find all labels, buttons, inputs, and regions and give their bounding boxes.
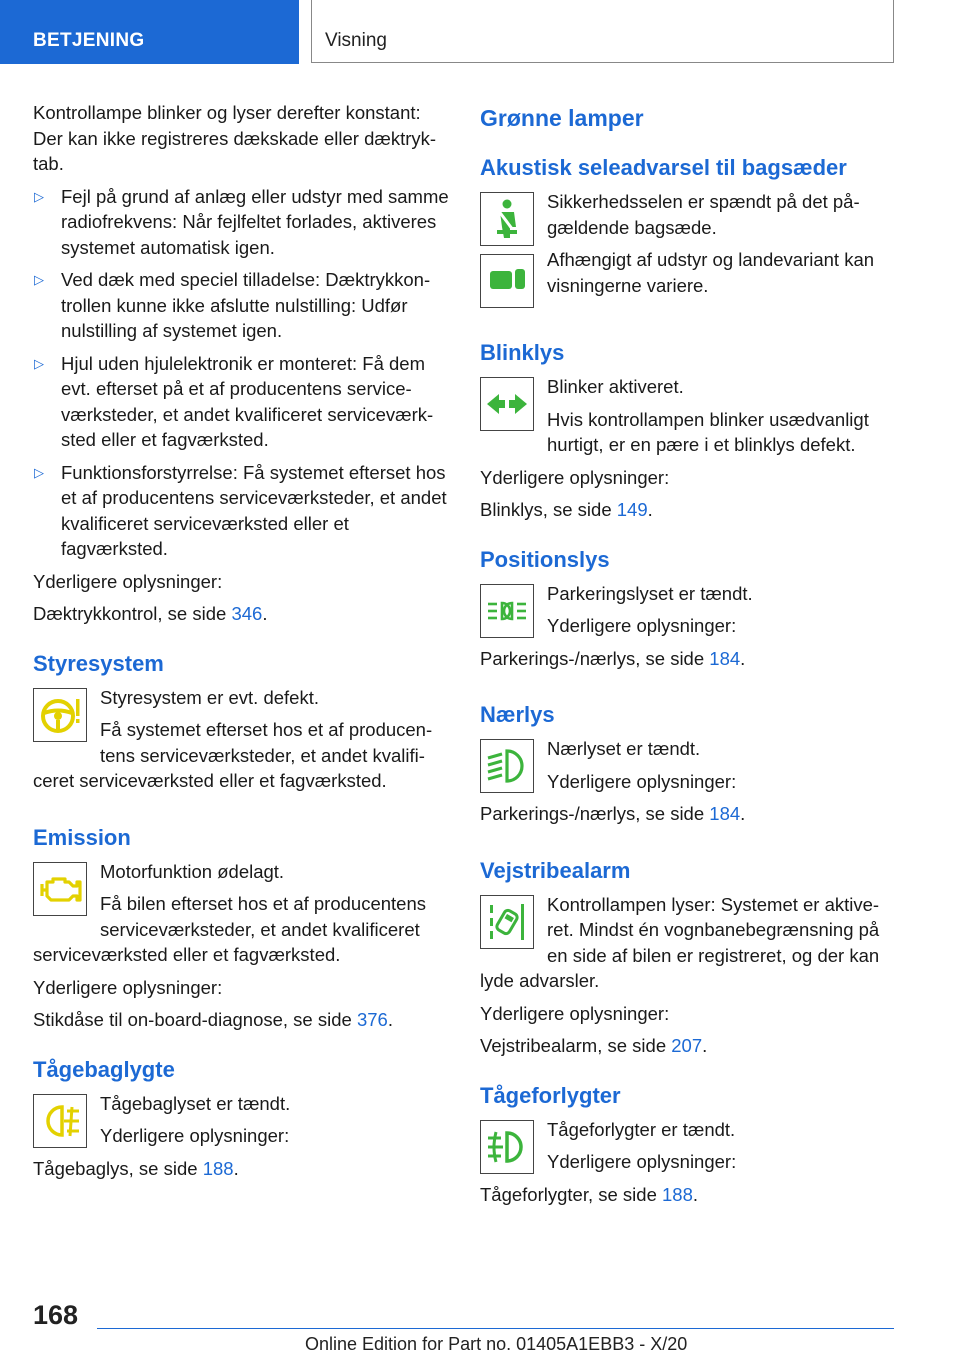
- triangle-bullet-icon: ▷: [34, 355, 44, 371]
- triangle-bullet-icon: ▷: [34, 464, 44, 480]
- rear-fog-light-icon: [33, 1094, 87, 1148]
- rear-seat-status-icon: [480, 254, 534, 308]
- page-link[interactable]: 346: [231, 603, 263, 624]
- page-number: 168: [33, 1300, 79, 1330]
- bullet-item: ▷ Funktionsforstyrrelse: Få systemet efterset hos et af producentens serviceværksteder, et andet kvalificeret serviceværksted eller et fagværksted.: [34, 461, 447, 559]
- header-subsection-box: [311, 0, 894, 63]
- footer-divider: [97, 1328, 894, 1329]
- ref-rear-fog: Tågebaglys, se side 188.: [33, 1157, 239, 1179]
- heading-green-lamps: Grønne lamper: [480, 105, 644, 131]
- right-column: Grønne lamper Akustisk seleadvarsel til bagsæder Sikkerhedsselen er spændt på det på-gældende bagsæde. Afhængigt af udstyr og landevariant kan visningerne variere. Blinklys Blinker aktiveret. Hvis kontrollampen blinker usædvanligt hurtigt, er en pære i et blinklys defekt. Yderligere oplysninger: Blinklys, se side 149. Positionslys Parkeringslyset er tændt. Yderligere oplysninger: Parkerings-/nærlys, se side 184. Nærlys Nærlyset er tændt. Yderligere oplysninger: Parkerings-/nærlys, se side 184. Vejstribealarm Kontrollampen lyser: Systemet er aktive-ret. Mindst én vognbanebegrænsning på en side af bilen er registreret, og der kan lyde advarsler. Yderligere oplysninger: Vejstribealarm, se side 207. Tågeforlygter Tågeforlygter er tændt. Yderligere oplysninger: Tågeforlygter, se side 188.: [480, 100, 896, 1214]
- page-link[interactable]: 188: [662, 1183, 693, 1205]
- heading-front-fog: Tågeforlygter: [480, 1082, 621, 1108]
- heading-low-beam: Nærlys: [480, 702, 555, 727]
- engine-icon: [33, 862, 87, 916]
- page-link[interactable]: 149: [616, 499, 648, 520]
- bullet-item: ▷ Hjul uden hjulelektronik er monteret: Få dem evt. efterset på et af producentens service-værksteder, et andet kvalificeret serviceværk-sted eller et fagværksted.: [34, 352, 434, 450]
- header-section-label: BETJENING: [33, 30, 145, 51]
- heading-rear-fog: Tågebaglygte: [33, 1056, 175, 1082]
- page-link[interactable]: 184: [709, 647, 741, 669]
- header-subsection-label: Visning: [325, 30, 387, 51]
- ref-obd: Stikdåse til on-board-diagnose, se side 376.: [33, 1009, 393, 1030]
- ref-turn-signal: Blinklys, se side 149.: [480, 499, 653, 520]
- page-link[interactable]: 188: [202, 1157, 234, 1179]
- heading-steering: Styresystem: [33, 650, 164, 676]
- turn-signal-arrows-icon: [480, 377, 534, 431]
- heading-emission: Emission: [33, 824, 131, 850]
- seatbelt-icons: [480, 189, 534, 312]
- heading-lane-departure: Vejstribealarm: [480, 857, 631, 883]
- header-section-tab: [0, 0, 299, 64]
- lane-departure-icon: [480, 895, 534, 949]
- left-column: Kontrollampe blinker og lyser derefter konstant: Der kan ikke registreres dækskade eller dæktryk-tab. ▷ Fejl på grund af anlæg eller udstyr med samme radiofrekvens: Når fejlfeltet forlades, aktiveres systemet automatisk igen. ▷ Ved dæk med speciel tilladelse: Dæktrykkon-trollen kunne ikke afslutte nulstilling: Udfør nulstilling af systemet igen. ▷ Hjul uden hjulelektronik er monteret: Få dem evt. efterset på et af producentens service-værksteder, et andet kvalificeret serviceværk-sted eller et fagværksted. ▷ Funktionsforstyrrelse: Få systemet efterset hos et af producentens serviceværksteder, et andet kvalificeret serviceværksted eller et fagværksted. Yderligere oplysninger: Dæktrykkontrol, se side 346. Styresystem Styresystem er evt. defekt. Få systemet efterset hos et af producen-tens serviceværksteder, et andet kvalifi-ceret serviceværksted eller et fagværksted. Emission Motorfunktion ødelagt. Få bilen efterset hos et af producentens serviceværksteder, et andet kvalificeret serviceværksted eller et fagværksted. Yderligere oplysninger: Stikdåse til on-board-diagnose, se side 376. Tågebaglygte Tågebaglyset er tændt. Yderligere oplysninger: Tågebaglys, se side 188.: [33, 100, 449, 1188]
- tpms-intro: Kontrollampe blinker og lyser derefter konstant: Der kan ikke registreres dækskade eller dæktryk-tab.: [33, 102, 437, 174]
- ref-front-fog: Tågeforlygter, se side 188.: [480, 1183, 699, 1205]
- seatbelt-icon: [480, 192, 534, 246]
- page-link[interactable]: 207: [671, 1035, 703, 1056]
- bullet-item: ▷ Fejl på grund af anlæg eller udstyr med samme radiofrekvens: Når fejlfeltet forlades, aktiveres systemet automatisk igen.: [34, 185, 449, 258]
- ref-position-light: Parkerings-/nærlys, se side 184.: [480, 647, 746, 669]
- footer-edition: Online Edition for Part no. 01405A1EBB3 - X/20: [305, 1334, 688, 1354]
- page-link[interactable]: 376: [356, 1009, 388, 1030]
- ref-tpms: Dæktrykkontrol, se side 346.: [33, 603, 268, 624]
- heading-position-light: Positionslys: [480, 546, 610, 572]
- low-beam-icon: [480, 739, 534, 793]
- triangle-bullet-icon: ▷: [34, 272, 44, 287]
- more-info-label: Yderligere oplysninger:: [33, 570, 223, 592]
- heading-turn-signal: Blinklys: [480, 340, 565, 365]
- parking-light-icon: [480, 584, 534, 638]
- bullet-item: ▷ Ved dæk med speciel tilladelse: Dæktrykkon-trollen kunne ikke afslutte nulstilling: Udfør nulstilling af systemet igen.: [34, 269, 431, 341]
- heading-seatbelt: Akustisk seleadvarsel til bagsæder: [480, 155, 847, 180]
- front-fog-light-icon: [480, 1120, 534, 1174]
- steering-warning-icon: [33, 688, 87, 742]
- ref-low-beam: Parkerings-/nærlys, se side 184.: [480, 803, 746, 824]
- page-link[interactable]: 184: [709, 803, 741, 824]
- ref-lane-departure: Vejstribealarm, se side 207.: [480, 1035, 708, 1056]
- triangle-bullet-icon: ▷: [34, 188, 44, 204]
